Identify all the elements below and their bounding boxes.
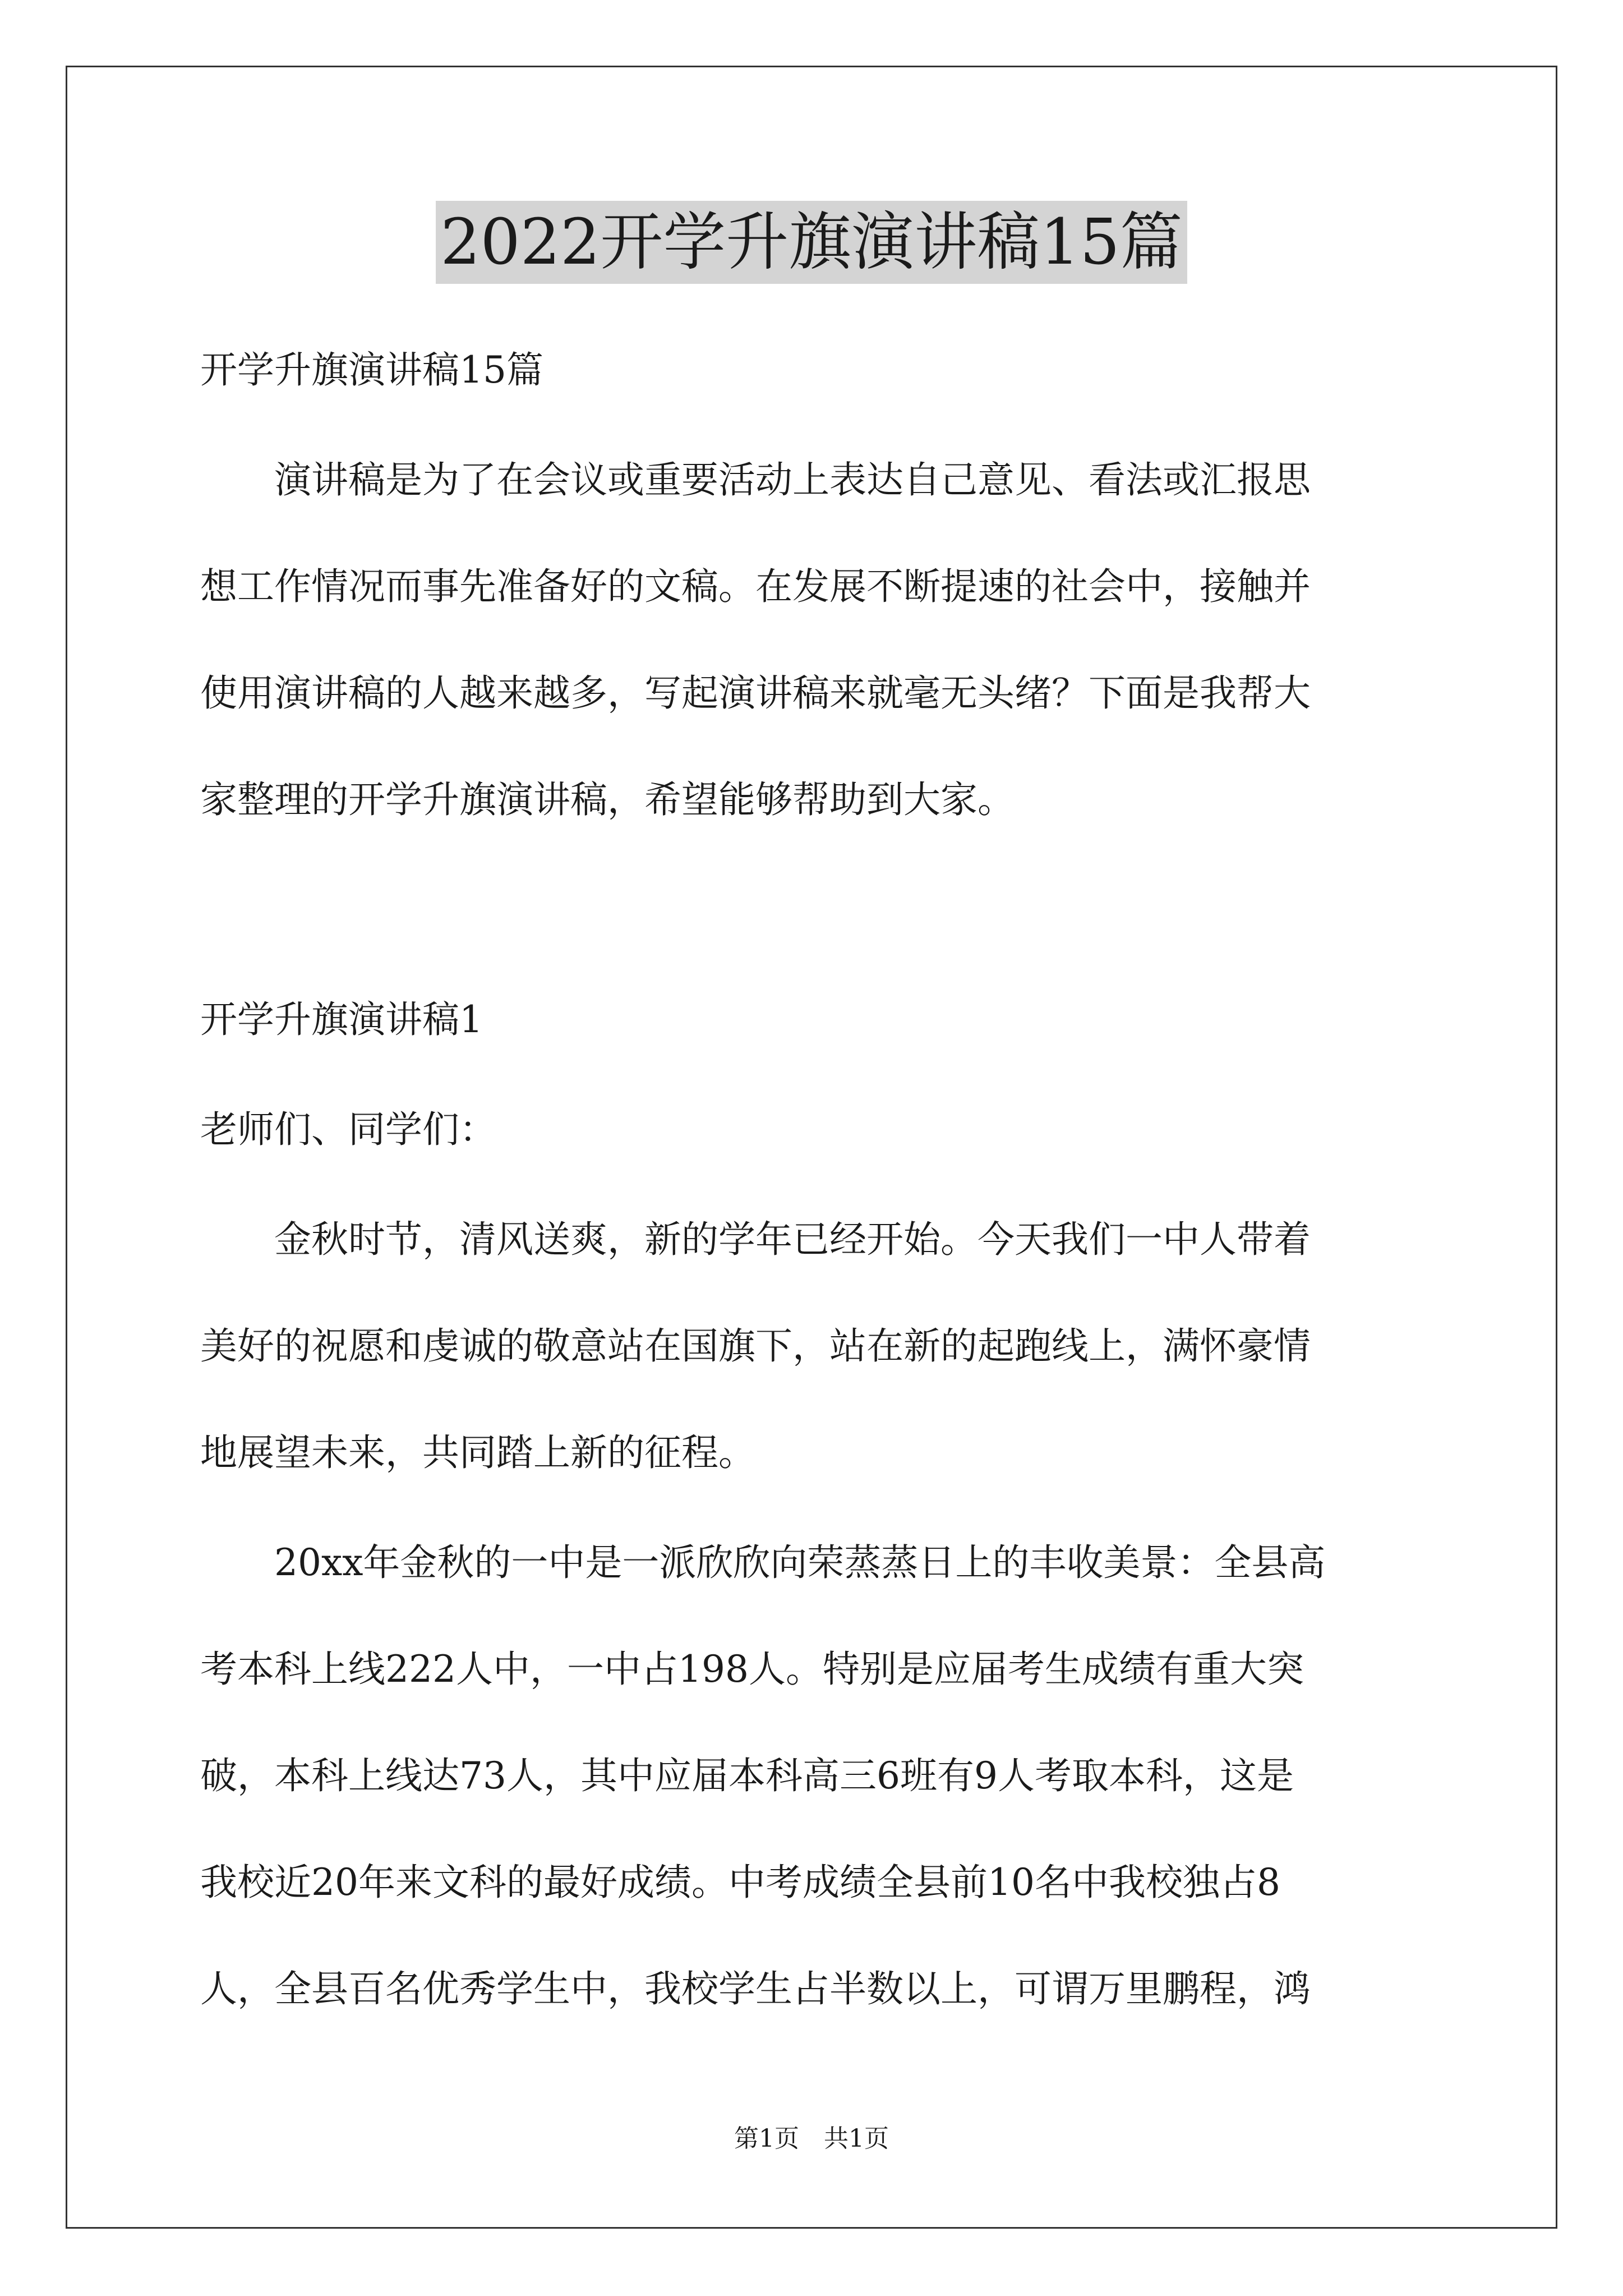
title-container: [0, 201, 1623, 284]
document-body: [200, 343, 1434, 2016]
document-title: 2022开学升旗演讲稿15篇: [436, 201, 1187, 284]
speech-line-5: 考本科上线222人中，一中占198人。特别是应届考生成绩有重大突: [200, 1648, 1304, 1691]
subtitle-line: 开学升旗演讲稿15篇: [200, 348, 543, 392]
speech-line-6: 破，本科上线达73人，其中应届本科高三6班有9人考取本科，这是: [200, 1754, 1294, 1797]
speech-line-2: 美好的祝愿和虔诚的敬意站在国旗下，站在新的起跑线上，满怀豪情: [200, 1324, 1311, 1368]
intro-line-1: 演讲稿是为了在会议或重要活动上表达自己意见、看法或汇报思: [200, 458, 1311, 501]
section-heading: 开学升旗演讲稿1: [200, 998, 483, 1041]
speech-line-7: 我校近20年来文科的最好成绩。中考成绩全县前10名中我校独占8: [200, 1861, 1280, 1904]
speech-line-8: 人，全县百名优秀学生中，我校学生占半数以上，可谓万里鹏程，鸿: [200, 1967, 1311, 2010]
page-footer: 第1页 共1页: [734, 2124, 889, 2153]
intro-line-4: 家整理的开学升旗演讲稿，希望能够帮助到大家。: [200, 778, 1015, 821]
intro-line-3: 使用演讲稿的人越来越多，写起演讲稿来就毫无头绪？下面是我帮大: [200, 671, 1311, 715]
speech-line-3: 地展望未来，共同踏上新的征程。: [200, 1431, 755, 1474]
salutation-line: 老师们、同学们：: [200, 1108, 496, 1151]
intro-line-2: 想工作情况而事先准备好的文稿。在发展不断提速的社会中，接触并: [200, 565, 1311, 608]
speech-line-1: 金秋时节，清风送爽，新的学年已经开始。今天我们一中人带着: [200, 1218, 1311, 1261]
speech-line-4: 20xx年金秋的一中是一派欣欣向荣蒸蒸日上的丰收美景：全县高: [200, 1541, 1326, 1584]
